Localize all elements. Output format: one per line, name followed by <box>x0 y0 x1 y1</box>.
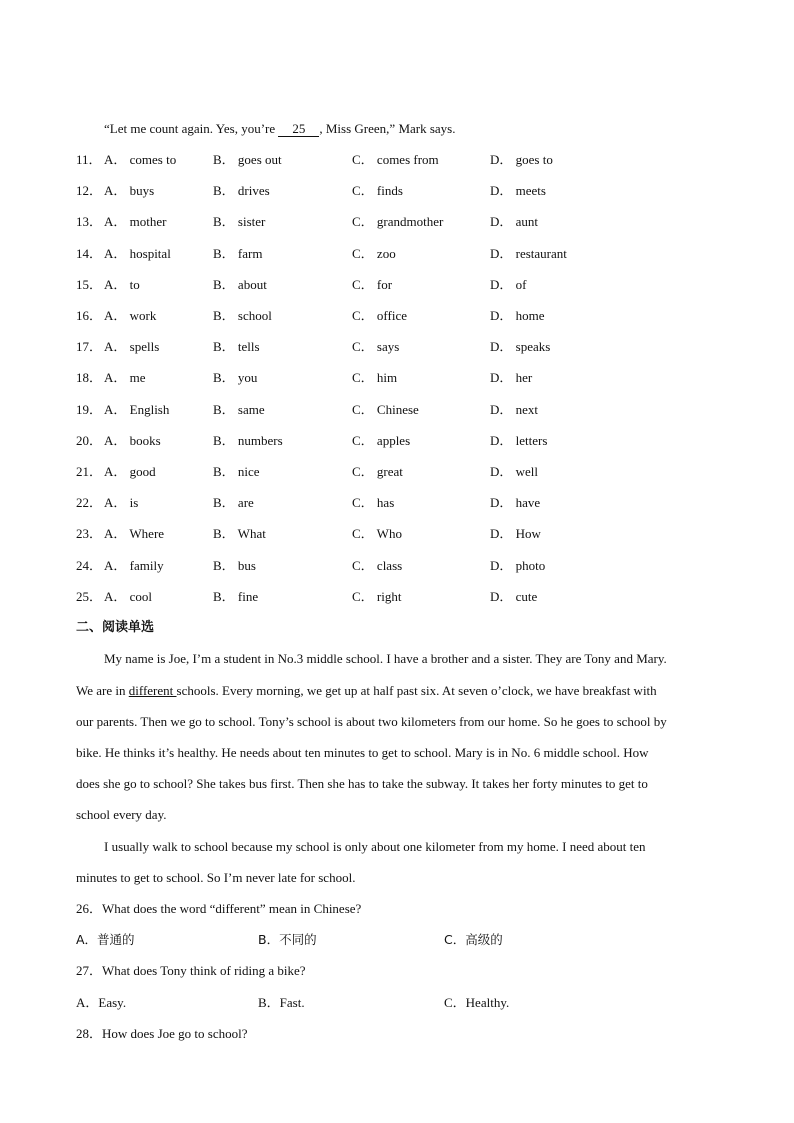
option-b: B． farm <box>213 246 263 261</box>
option-a: A． books <box>104 433 161 448</box>
option-a: A． comes to <box>104 152 177 167</box>
passage-line: I usually walk to school because my school is only about one kilometer from my home. I need about ten <box>104 839 646 854</box>
option-d: D． How <box>490 526 541 541</box>
option-c: C． him <box>352 370 398 385</box>
option-c: C． grandmother <box>352 214 444 229</box>
cloze-question-row <box>76 245 716 263</box>
option-a: A． family <box>104 558 164 573</box>
option-b: B． you <box>213 370 258 385</box>
option-c: C． office <box>352 308 407 323</box>
passage-line: our parents. Then we go to school. Tony’s school is about two kilometers from our home. So he goes to school by <box>76 714 667 729</box>
section-title: 二、阅读单选 <box>76 620 155 635</box>
option-b: B． numbers <box>213 433 283 448</box>
option-b: B． sister <box>213 214 266 229</box>
passage-line: does she go to school? She takes bus first. Then she has to take the subway. It takes her forty minutes to get to <box>76 776 648 791</box>
question-number: 18． <box>76 370 103 385</box>
option-a: A． hospital <box>104 246 171 261</box>
option-c: C． right <box>352 589 402 604</box>
cloze-question-row <box>76 401 716 419</box>
option-a: A． is <box>104 495 139 510</box>
question-stem: 27．What does Tony think of riding a bike? <box>76 963 306 978</box>
cloze-question-row <box>76 182 716 200</box>
option-a: A． me <box>104 370 146 385</box>
question-stem: 26．What does the word “different” mean in Chinese? <box>76 901 362 916</box>
cloze-question-row <box>76 588 716 606</box>
option-a: A． cool <box>104 589 153 604</box>
answer-blank: 25 <box>278 122 319 137</box>
question-number: 12． <box>76 183 103 198</box>
option-d: D． letters <box>490 433 548 448</box>
question-number: 25． <box>76 589 103 604</box>
option-b: B．不同的 <box>258 932 317 947</box>
option-c: C． great <box>352 464 403 479</box>
option-c: C． for <box>352 277 393 292</box>
option-a: A． buys <box>104 183 155 198</box>
question-number: 20． <box>76 433 103 448</box>
cloze-question-row <box>76 307 716 325</box>
option-c: C． says <box>352 339 400 354</box>
cloze-question-row <box>76 494 716 512</box>
option-b: B． What <box>213 526 266 541</box>
option-a: A． Where <box>104 526 165 541</box>
option-c: C． has <box>352 495 395 510</box>
option-d: D． next <box>490 402 539 417</box>
cloze-question-row <box>76 213 716 231</box>
cloze-question-row <box>76 151 716 169</box>
option-b: B． same <box>213 402 265 417</box>
option-d: D． speaks <box>490 339 551 354</box>
option-a: A． work <box>104 308 157 323</box>
option-a: A． spells <box>104 339 160 354</box>
option-a: A．Easy. <box>76 995 127 1010</box>
question-number: 21． <box>76 464 103 479</box>
option-d: D． restaurant <box>490 246 567 261</box>
cloze-question-row <box>76 525 716 543</box>
option-c: C． zoo <box>352 246 396 261</box>
option-d: D． meets <box>490 183 546 198</box>
option-d: D． home <box>490 308 545 323</box>
option-c: C． comes from <box>352 152 439 167</box>
option-b: B． about <box>213 277 267 292</box>
passage-line: We are in different schools. Every morning, we get up at half past six. At seven o’clock, we have breakfast with <box>76 683 657 698</box>
intro-line <box>104 120 456 138</box>
option-b: B． school <box>213 308 272 323</box>
passage-line: My name is Joe, I’m a student in No.3 middle school. I have a brother and a sister. They are Tony and Mary. <box>104 651 667 666</box>
option-c: C． apples <box>352 433 411 448</box>
option-b: B． goes out <box>213 152 282 167</box>
cloze-question-row <box>76 369 716 387</box>
option-b: B． fine <box>213 589 259 604</box>
option-c: C．高级的 <box>444 932 503 947</box>
question-number: 11． <box>76 152 102 167</box>
cloze-question-row <box>76 557 716 575</box>
option-b: B．Fast. <box>258 995 305 1010</box>
option-b: B． tells <box>213 339 260 354</box>
option-b: B． are <box>213 495 254 510</box>
intro-before: “Let me count again. Yes, you’re <box>104 121 279 136</box>
underlined-word: different <box>128 683 177 698</box>
option-c: C． Who <box>352 526 402 541</box>
option-a: A．普通的 <box>76 932 135 947</box>
option-b: B． nice <box>213 464 260 479</box>
question-number: 24． <box>76 558 103 573</box>
option-a: A． mother <box>104 214 167 229</box>
option-c: C．Healthy. <box>444 995 510 1010</box>
question-number: 16． <box>76 308 103 323</box>
option-d: D． have <box>490 495 541 510</box>
option-d: D． of <box>490 277 527 292</box>
passage-line: minutes to get to school. So I’m never late for school. <box>76 870 356 885</box>
question-number: 22． <box>76 495 103 510</box>
cloze-question-row <box>76 432 716 450</box>
option-c: C． class <box>352 558 403 573</box>
option-d: D． aunt <box>490 214 539 229</box>
option-b: B． drives <box>213 183 270 198</box>
passage-line: bike. He thinks it’s healthy. He needs about ten minutes to get to school. Mary is in No. 6 middle school. How <box>76 745 649 760</box>
option-c: C． finds <box>352 183 403 198</box>
option-c: C． Chinese <box>352 402 419 417</box>
question-number: 13． <box>76 214 103 229</box>
cloze-question-row <box>76 463 716 481</box>
question-number: 15． <box>76 277 103 292</box>
option-a: A． to <box>104 277 140 292</box>
option-a: A． good <box>104 464 156 479</box>
question-number: 23． <box>76 526 103 541</box>
question-stem: 28．How does Joe go to school? <box>76 1026 248 1041</box>
intro-after: , Miss Green,” Mark says. <box>319 121 456 136</box>
option-d: D． well <box>490 464 539 479</box>
cloze-question-row <box>76 276 716 294</box>
question-number: 19． <box>76 402 103 417</box>
option-b: B． bus <box>213 558 256 573</box>
option-d: D． goes to <box>490 152 553 167</box>
option-d: D． cute <box>490 589 538 604</box>
question-number: 14． <box>76 246 103 261</box>
question-number: 17． <box>76 339 103 354</box>
option-a: A． English <box>104 402 170 417</box>
option-d: D． photo <box>490 558 546 573</box>
cloze-question-row <box>76 338 716 356</box>
passage-line: school every day. <box>76 807 167 822</box>
option-d: D． her <box>490 370 533 385</box>
